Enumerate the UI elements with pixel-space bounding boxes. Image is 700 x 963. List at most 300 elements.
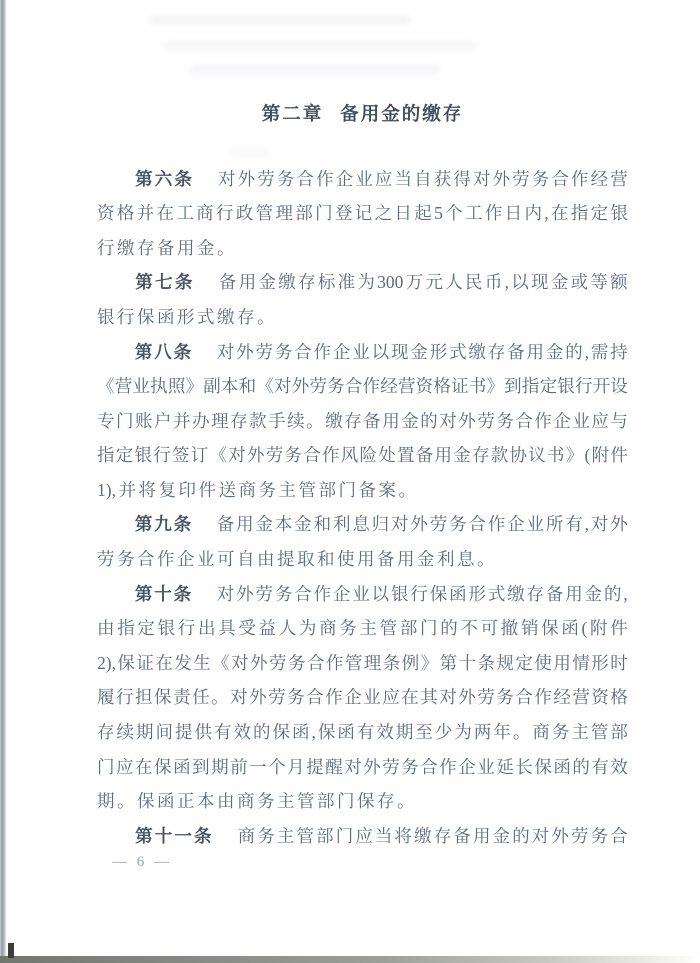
text-glyph: 将: [394, 825, 413, 846]
text-glyph: 作: [362, 376, 381, 397]
text-glyph: 额: [610, 272, 628, 293]
text-glyph: 主: [571, 722, 589, 743]
text-glyph: 金: [294, 514, 312, 535]
text-glyph: 为: [298, 618, 317, 639]
text-glyph: 劳: [269, 652, 287, 673]
text-glyph: 息: [457, 549, 475, 570]
text-glyph: (: [581, 618, 588, 639]
text-glyph: 至: [415, 722, 433, 743]
text-glyph: 任: [192, 687, 210, 708]
text-glyph: 管: [379, 618, 398, 639]
text-glyph: 标: [317, 272, 336, 293]
text-glyph: 指: [97, 445, 115, 466]
text-glyph: 其: [420, 687, 438, 708]
text-glyph: 由: [217, 791, 235, 812]
text-glyph: 形: [177, 306, 195, 327]
text-glyph: 起: [414, 203, 432, 224]
text-glyph: 劳: [257, 168, 275, 189]
text-glyph: 务: [117, 549, 135, 570]
text-glyph: 当: [394, 168, 413, 189]
text-glyph: 函: [157, 791, 175, 812]
text-glyph: 少: [434, 722, 453, 743]
text-glyph: 并: [118, 479, 136, 500]
text-glyph: 需: [590, 341, 609, 362]
text-glyph: 劳: [265, 445, 284, 466]
text-glyph: 。: [397, 791, 415, 812]
text-glyph: 指: [521, 376, 540, 397]
text-glyph: 书: [468, 376, 487, 397]
text-glyph: ,: [544, 203, 549, 224]
body-line: [97, 197, 628, 232]
text-glyph: 存: [344, 410, 362, 431]
text-glyph: 效: [233, 722, 251, 743]
text-glyph: 的: [603, 583, 622, 604]
text-glyph: 。: [477, 549, 495, 570]
text-glyph: 缴: [507, 583, 525, 604]
body-line: [97, 404, 628, 439]
text-glyph: 缴: [468, 341, 486, 362]
page-number: — 6 —: [112, 854, 172, 870]
text-glyph: 十: [458, 652, 477, 673]
text-glyph: 风: [340, 445, 359, 466]
text-glyph: 金: [258, 272, 276, 293]
text-glyph: 业: [197, 549, 215, 570]
text-glyph: 效: [610, 756, 628, 777]
text-glyph: 对: [472, 168, 491, 189]
text-glyph: 商: [196, 203, 214, 224]
text-glyph: 管: [590, 722, 609, 743]
text-glyph: 元: [425, 272, 443, 293]
text-glyph: 保: [317, 722, 336, 743]
text-glyph: 函: [449, 583, 467, 604]
bleedthrough-smudge: [190, 66, 440, 73]
text-glyph: ,: [623, 583, 628, 604]
text-glyph: 作: [484, 203, 503, 224]
text-glyph: 户: [154, 410, 172, 431]
text-glyph: 5: [434, 203, 443, 224]
text-glyph: 保: [154, 687, 172, 708]
text-glyph: 对: [439, 410, 457, 431]
text-glyph: 营: [397, 376, 416, 397]
text-glyph: 复: [158, 479, 176, 500]
text-glyph: 对: [344, 756, 362, 777]
text-glyph: 。: [217, 237, 235, 258]
text-glyph: 格: [116, 203, 135, 224]
text-glyph: 企: [332, 583, 351, 604]
text-glyph: 月: [287, 756, 305, 777]
text-glyph: 提: [277, 549, 295, 570]
text-glyph: 为: [357, 272, 375, 293]
bleedthrough-smudge: [165, 42, 475, 49]
text-glyph: 对: [531, 825, 550, 846]
text-glyph: 管: [344, 652, 363, 673]
text-glyph: 银: [610, 203, 628, 224]
text-glyph: 和: [238, 376, 257, 397]
article-number-glyph: 九: [154, 514, 172, 535]
text-glyph: 务: [257, 791, 275, 812]
text-glyph: 有: [591, 756, 609, 777]
text-glyph: 对: [228, 445, 246, 466]
text-glyph: 指: [117, 618, 135, 639]
text-glyph: 销: [520, 618, 539, 639]
text-glyph: 企: [177, 549, 195, 570]
text-glyph: 协: [509, 445, 527, 466]
text-glyph: 银: [134, 445, 152, 466]
text-glyph: 自: [237, 549, 255, 570]
text-glyph: 企: [335, 168, 354, 189]
text-glyph: 对: [439, 687, 457, 708]
text-glyph: 案: [378, 479, 396, 500]
text-glyph: 期: [136, 722, 154, 743]
text-glyph: 金: [255, 514, 274, 535]
text-glyph: 式: [449, 341, 467, 362]
text-glyph: 执: [150, 376, 168, 397]
text-glyph: 外: [250, 652, 268, 673]
text-glyph: 商: [237, 791, 255, 812]
article-number-glyph: 七: [155, 272, 173, 293]
text-glyph: 合: [420, 756, 438, 777]
text-glyph: 理: [275, 203, 293, 224]
text-glyph: 并: [173, 410, 191, 431]
text-glyph: 合: [515, 687, 533, 708]
text-glyph: 议: [528, 445, 546, 466]
body-line: [97, 370, 628, 405]
text-glyph: 企: [344, 687, 362, 708]
text-glyph: 有: [214, 722, 232, 743]
text-glyph: 主: [278, 479, 296, 500]
article-number-glyph: 八: [154, 341, 172, 362]
text-glyph: 合: [296, 168, 314, 189]
text-glyph: 内: [524, 203, 542, 224]
body-line: [97, 577, 628, 612]
text-glyph: 对: [274, 376, 292, 397]
text-glyph: 合: [610, 825, 628, 846]
text-glyph: 并: [136, 203, 155, 224]
text-glyph: 函: [561, 618, 579, 639]
text-glyph: (: [584, 445, 591, 466]
text-glyph: 管: [296, 825, 314, 846]
text-glyph: 。: [257, 306, 275, 327]
text-glyph: 作: [439, 756, 457, 777]
text-glyph: 期: [211, 756, 229, 777]
text-glyph: 记: [354, 203, 373, 224]
text-glyph: 生: [193, 652, 211, 673]
article-number-glyph: 十: [154, 825, 173, 846]
text-glyph: 备: [216, 514, 235, 535]
text-glyph: 供: [194, 722, 212, 743]
text-glyph: 外: [492, 168, 511, 189]
text-glyph: 长: [515, 756, 533, 777]
text-glyph: 企: [332, 341, 351, 362]
text-glyph: 外: [610, 514, 628, 535]
text-glyph: 主: [359, 618, 377, 639]
text-glyph: 合: [294, 583, 312, 604]
text-glyph: 备: [415, 445, 434, 466]
text-glyph: 保: [154, 756, 172, 777]
text-glyph: 行: [177, 618, 196, 639]
text-glyph: 存: [526, 583, 545, 604]
article-number-glyph: 条: [174, 168, 192, 189]
text-glyph: 为: [454, 722, 472, 743]
text-glyph: 用: [382, 410, 400, 431]
article-number-glyph: 第: [134, 514, 153, 535]
scan-edge-left: [0, 0, 7, 963]
text-glyph: 作: [534, 410, 552, 431]
text-glyph: 书: [547, 445, 565, 466]
text-glyph: 资: [415, 376, 434, 397]
text-glyph: 部: [318, 479, 336, 500]
text-glyph: 准: [337, 272, 356, 293]
text-glyph: 利: [437, 549, 455, 570]
text-glyph: 务: [327, 376, 345, 397]
text-glyph: 行: [410, 583, 428, 604]
text-glyph: 例: [401, 652, 420, 673]
text-glyph: 年: [493, 722, 511, 743]
text-glyph: 提: [175, 722, 193, 743]
text-glyph: 得: [453, 168, 471, 189]
text-glyph: 的: [440, 618, 458, 639]
text-glyph: 自: [414, 168, 432, 189]
text-glyph: 以: [511, 272, 529, 293]
text-glyph: 。: [306, 410, 324, 431]
text-glyph: 或: [570, 272, 589, 293]
text-glyph: 作: [313, 341, 332, 362]
text-glyph: 缴: [325, 410, 343, 431]
text-glyph: 应: [116, 756, 134, 777]
article-number-glyph: 六: [154, 168, 173, 189]
text-glyph: 和: [317, 549, 335, 570]
text-glyph: 存: [487, 341, 506, 362]
text-glyph: 置: [397, 445, 415, 466]
text-glyph: 万: [405, 272, 424, 293]
text-glyph: 附: [590, 618, 608, 639]
body-line: [97, 439, 628, 474]
text-glyph: 本: [197, 791, 215, 812]
text-glyph: 效: [376, 722, 394, 743]
text-glyph: 银: [157, 618, 176, 639]
text-glyph: ,: [504, 272, 509, 293]
text-glyph: 存: [433, 825, 452, 846]
text-glyph: 门: [420, 618, 438, 639]
body-line: [97, 300, 628, 335]
text-glyph: 归: [371, 514, 390, 535]
text-glyph: 定: [590, 203, 609, 224]
text-glyph: 对: [391, 514, 409, 535]
text-glyph: 金: [410, 341, 428, 362]
body-line: [97, 508, 628, 543]
text-glyph: 银: [557, 376, 575, 397]
text-glyph: 门: [315, 203, 333, 224]
article-number-glyph: 条: [173, 514, 192, 535]
text-glyph: 部: [399, 618, 418, 639]
text-glyph: 商: [532, 722, 550, 743]
text-glyph: 保: [357, 791, 375, 812]
article-number-glyph: 第: [135, 168, 153, 189]
text-glyph: 日: [394, 203, 412, 224]
text-glyph: 务: [496, 687, 514, 708]
bleedthrough-smudge: [230, 150, 270, 156]
text-glyph: 》: [486, 376, 504, 397]
text-glyph: 金: [550, 272, 569, 293]
text-glyph: 用: [357, 549, 375, 570]
text-glyph: 用: [238, 272, 257, 293]
text-glyph: 证: [136, 652, 154, 673]
text-glyph: 业: [352, 341, 370, 362]
text-glyph: 存: [137, 237, 155, 258]
text-glyph: 在: [551, 203, 569, 224]
text-glyph: 延: [496, 756, 514, 777]
text-glyph: 行: [574, 376, 593, 397]
text-glyph: 印: [178, 479, 196, 500]
text-glyph: 外: [291, 376, 310, 397]
text-glyph: 作: [157, 549, 175, 570]
text-glyph: 劳: [477, 410, 495, 431]
text-glyph: 所: [545, 514, 564, 535]
body-line: [97, 266, 628, 301]
text-glyph: 缴: [217, 306, 235, 327]
text-glyph: 规: [496, 652, 514, 673]
text-glyph: 受: [238, 618, 256, 639]
text-glyph: 应: [591, 410, 609, 431]
text-glyph: 个: [445, 203, 463, 224]
text-glyph: 之: [374, 203, 393, 224]
text-glyph: 务: [274, 583, 293, 604]
text-glyph: 业: [355, 168, 373, 189]
article-number-glyph: 条: [173, 341, 192, 362]
text-glyph: 理: [211, 410, 229, 431]
text-glyph: 时: [610, 652, 628, 673]
text-glyph: 开: [592, 376, 611, 397]
text-glyph: 务: [496, 410, 514, 431]
chapter-number: 第二章: [261, 105, 324, 125]
text-glyph: 主: [276, 825, 295, 846]
body-line: [97, 785, 628, 820]
text-glyph: 用: [397, 549, 415, 570]
body-line: [97, 612, 628, 647]
text-glyph: 行: [116, 687, 134, 708]
text-glyph: 对: [590, 514, 609, 535]
text-glyph: 。: [117, 791, 135, 812]
scan-edge-bottom: [0, 956, 700, 963]
body-line: [97, 681, 628, 716]
text-glyph: 定: [137, 618, 155, 639]
text-glyph: 币: [484, 272, 503, 293]
text-glyph: 与: [610, 410, 628, 431]
article-number-glyph: 第: [135, 825, 153, 846]
text-glyph: 业: [572, 410, 590, 431]
body-line: [97, 750, 628, 785]
text-glyph: 务: [339, 618, 357, 639]
text-glyph: 利: [332, 514, 351, 535]
text-glyph: 责: [173, 687, 191, 708]
text-glyph: 应: [355, 825, 373, 846]
text-glyph: 函: [157, 306, 175, 327]
text-glyph: 《: [212, 652, 230, 673]
text-glyph: 劳: [97, 549, 115, 570]
text-glyph: 个: [268, 756, 286, 777]
text-glyph: 备: [363, 410, 381, 431]
text-glyph: 对: [230, 687, 248, 708]
text-glyph: 《: [97, 376, 115, 397]
text-glyph: 保: [272, 722, 290, 743]
text-glyph: 务: [287, 687, 305, 708]
text-glyph: 出: [197, 618, 216, 639]
text-glyph: 保: [137, 306, 155, 327]
text-glyph: 副: [203, 376, 221, 397]
text-glyph: 银: [97, 306, 115, 327]
text-glyph: 用: [177, 237, 195, 258]
text-glyph: 的: [420, 410, 438, 431]
text-glyph: 主: [277, 791, 295, 812]
chapter-name: 备用金的缴存: [340, 105, 464, 125]
text-glyph: 附: [591, 445, 610, 466]
text-glyph: 的: [512, 825, 530, 846]
text-glyph: 1),: [97, 479, 116, 500]
text-glyph: 劳: [571, 825, 589, 846]
text-glyph: 门: [116, 410, 134, 431]
bleedthrough-smudge: [150, 16, 410, 24]
body-line: [97, 819, 628, 854]
text-glyph: 形: [468, 583, 486, 604]
text-glyph: 保: [534, 756, 552, 777]
text-glyph: 营: [572, 687, 590, 708]
text-glyph: 件: [610, 618, 628, 639]
text-glyph: 手: [268, 410, 286, 431]
text-glyph: 部: [316, 825, 334, 846]
text-glyph: 形: [591, 652, 609, 673]
text-glyph: 备: [218, 272, 237, 293]
text-glyph: 行: [153, 445, 171, 466]
text-glyph: 部: [317, 791, 335, 812]
text-glyph: 金: [492, 825, 511, 846]
text-glyph: 件: [198, 479, 216, 500]
text-glyph: 等: [590, 272, 608, 293]
text-glyph: 管: [298, 479, 316, 500]
text-glyph: 缴: [414, 825, 432, 846]
text-glyph: 的: [565, 341, 583, 362]
text-glyph: 保: [541, 618, 559, 639]
text-glyph: 款: [249, 410, 267, 431]
text-glyph: 条: [382, 652, 401, 673]
text-glyph: 备: [507, 341, 525, 362]
text-glyph: 备: [453, 825, 471, 846]
text-glyph: 作: [571, 168, 589, 189]
text-glyph: 取: [297, 549, 315, 570]
text-glyph: 存: [298, 272, 316, 293]
article-number-glyph: 条: [174, 272, 193, 293]
text-glyph: 证: [451, 376, 469, 397]
document-body: [97, 162, 628, 854]
text-glyph: 务: [551, 722, 570, 743]
text-glyph: 现: [391, 341, 409, 362]
text-glyph: 务: [257, 825, 275, 846]
text-glyph: 可: [217, 549, 235, 570]
text-glyph: 企: [553, 410, 571, 431]
text-glyph: 具: [218, 618, 236, 639]
text-glyph: ,: [311, 722, 316, 743]
text-glyph: 保: [137, 791, 155, 812]
text-glyph: 期: [97, 791, 115, 812]
text-glyph: 期: [395, 722, 414, 743]
text-glyph: 门: [335, 825, 354, 846]
text-glyph: 撤: [500, 618, 519, 639]
text-glyph: 对: [231, 652, 249, 673]
text-glyph: 行: [117, 306, 135, 327]
text-glyph: 函: [292, 722, 310, 743]
text-glyph: 使: [337, 549, 355, 570]
text-glyph: 两: [473, 722, 492, 743]
text-glyph: 专: [97, 410, 115, 431]
